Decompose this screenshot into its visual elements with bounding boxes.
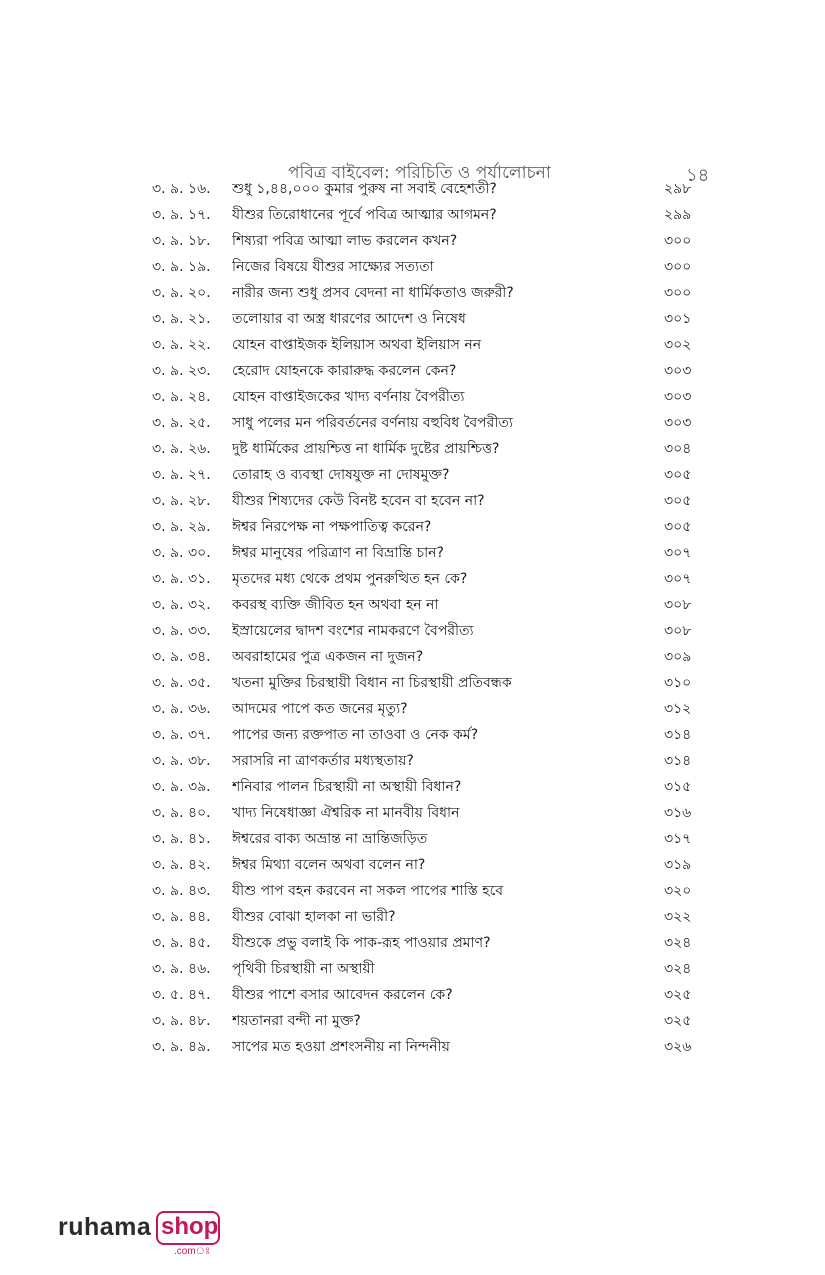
toc-entry-page: ৩০৮ [664,623,692,639]
toc-entry-number: ৩. ৯. ৩০. [152,545,211,561]
toc-entry [152,488,720,514]
toc-entry-number: ৩. ৯. ৩২. [152,597,211,613]
toc-entry-number: ৩. ৯. ৪৫. [152,935,211,951]
toc-entry-page: ২৯৮ [664,181,692,197]
toc-entry-number: ৩. ৯. ৩৫. [152,675,211,691]
toc-entry-title: দুষ্ট ধার্মিকের প্রায়শ্চিত্ত না ধার্মিক দুষ্টের প্রায়শ্চিত্ত? [232,441,500,457]
toc-entry [152,410,720,436]
toc-entry-page: ৩১৫ [664,779,692,795]
toc-entry-number: ৩. ৯. ২২. [152,337,211,353]
toc-entry-title: তলোয়ার বা অস্ত্র ধারণের আদেশ ও নিষেধ [232,311,466,327]
toc-entry-page: ৩১৭ [664,831,692,847]
toc-entry-number: ৩. ৯. ২৫. [152,415,211,431]
toc-entry [152,514,720,540]
logo-shop-text: shop [161,1213,219,1240]
toc-entry [152,1008,720,1034]
toc-entry [152,540,720,566]
toc-entry-title: সাধু পলের মন পরিবর্তনের বর্ণনায় বহুবিধ বৈপরীত্য [232,415,513,431]
toc-entry-page: ৩০৯ [664,649,692,665]
toc-entry-title: যীশুর বোঝা হালকা না ভারী? [232,909,396,925]
toc-entry-number: ৩. ৯. ৪৪. [152,909,211,925]
toc-entry [152,332,720,358]
toc-entry-number: ৩. ৯. ২৩. [152,363,211,379]
header-page-number: ১৪ [686,165,710,186]
toc-entry [152,436,720,462]
toc-entry [152,1034,720,1060]
toc-entry-title: মৃতদের মধ্য থেকে প্রথম পুনরুত্থিত হন কে? [232,571,468,587]
toc-entry-title: সরাসরি না ত্রাণকর্তার মধ্যস্থতায়? [232,753,414,769]
toc-entry-number: ৩. ৯. ৪১. [152,831,211,847]
toc-entry [152,592,720,618]
toc-entry-title: যীশু পাপ বহন করবেন না সকল পাপের শাস্তি হবে [232,883,504,899]
toc-entry-number: ৩. ৫. ৪৭. [152,987,211,1003]
toc-entry-page: ৩১০ [664,675,692,691]
toc-entry [152,852,720,878]
toc-entry-number: ৩. ৯. ১৬. [152,181,211,197]
toc-entry-title: ঈশ্বর মানুষের পরিত্রাণ না বিভ্রান্তি চান? [232,545,444,561]
toc-entry-title: ঈশ্বর নিরপেক্ষ না পক্ষপাতিত্ব করেন? [232,519,432,535]
toc-entry-number: ৩. ৯. ৪৬. [152,961,211,977]
toc-entry [152,748,720,774]
toc-entry-page: ৩০২ [664,337,692,353]
toc-entry [152,800,720,826]
toc-entry [152,280,720,306]
toc-entry-title: ঈশ্বরের বাক্য অভ্রান্ত না ভ্রান্তিজড়িত [232,831,428,847]
toc-entry-page: ৩০৪ [664,441,692,457]
toc-entry-number: ৩. ৯. ২১. [152,311,211,327]
toc-entry [152,904,720,930]
toc-entry-number: ৩. ৯. ২০. [152,285,211,301]
toc-entry [152,956,720,982]
table-of-contents [152,176,720,1060]
toc-entry-page: ৩২৫ [664,1013,692,1029]
toc-entry-number: ৩. ৯. ২৪. [152,389,211,405]
toc-entry-number: ৩. ৯. ২৭. [152,467,211,483]
toc-entry-number: ৩. ৯. ১৭. [152,207,211,223]
toc-entry-title: যীশুকে প্রভু বলাই কি পাক-রূহ পাওয়ার প্রমাণ? [232,935,491,951]
toc-entry-number: ৩. ৯. ৪৩. [152,883,211,899]
toc-entry [152,358,720,384]
toc-entry-page: ৩১৪ [664,753,692,769]
toc-entry [152,696,720,722]
toc-entry-number: ৩. ৯. ১৯. [152,259,211,275]
toc-entry [152,254,720,280]
toc-entry-page: ৩০৫ [664,519,692,535]
toc-entry [152,722,720,748]
logo-domain-text: .comঃ [174,1246,211,1257]
toc-entry-title: শনিবার পালন চিরস্থায়ী না অস্থায়ী বিধান? [232,779,462,795]
toc-entry [152,618,720,644]
toc-entry [152,644,720,670]
toc-entry-title: শিষ্যরা পবিত্র আত্মা লাভ করলেন কখন? [232,233,458,249]
toc-entry-title: পাপের জন্য রক্তপাত না তাওবা ও নেক কর্ম? [232,727,479,743]
toc-entry [152,306,720,332]
toc-entry-page: ৩১২ [664,701,692,717]
toc-entry [152,228,720,254]
toc-entry-title: নারীর জন্য শুধু প্রসব বেদনা না ধার্মিকতাও জরুরী? [232,285,514,301]
toc-entry-number: ৩. ৯. ৩৯. [152,779,211,795]
toc-entry-title: হেরোদ যোহনকে কারারুদ্ধ করলেন কেন? [232,363,457,379]
toc-entry-title: যীশুর শিষ্যদের কেউ বিনষ্ট হবেন বা হবেন না? [232,493,485,509]
toc-entry-number: ৩. ৯. ৪০. [152,805,211,821]
toc-entry-title: শয়তানরা বন্দী না মুক্ত? [232,1013,361,1029]
toc-entry-page: ৩০০ [664,285,692,301]
header-title: পবিত্র বাইবেল: পরিচিতি ও পর্যালোচনা [288,163,551,183]
toc-entry [152,670,720,696]
toc-entry [152,462,720,488]
toc-entry-page: ৩০০ [664,259,692,275]
toc-entry-page: ৩২৪ [664,961,692,977]
toc-entry-title: ঈশ্বর মিথ্যা বলেন অথবা বলেন না? [232,857,426,873]
toc-entry-page: ৩০৭ [664,571,692,587]
toc-entry-number: ৩. ৯. ৪৮. [152,1013,211,1029]
toc-entry-title: যোহন বাপ্তাইজকের খাদ্য বর্ণনায় বৈপরীত্য [232,389,465,405]
toc-entry-number: ৩. ৯. ৪৯. [152,1039,211,1055]
toc-entry-page: ৩০৩ [664,415,692,431]
logo-ruhama-text: ruhama [58,1213,152,1241]
toc-entry-number: ৩. ৯. ২৮. [152,493,211,509]
toc-entry-number: ৩. ৯. ৩৬. [152,701,211,717]
toc-entry-page: ৩০৩ [664,363,692,379]
toc-entry-page: ৩০০ [664,233,692,249]
toc-entry-page: ২৯৯ [664,207,692,223]
toc-entry-page: ৩০৮ [664,597,692,613]
toc-entry-page: ৩২৪ [664,935,692,951]
toc-entry [152,826,720,852]
toc-entry-page: ৩০১ [664,311,692,327]
toc-entry-number: ৩. ৯. ২৯. [152,519,211,535]
toc-entry-number: ৩. ৯. ১৮. [152,233,211,249]
toc-entry-title: খাদ্য নিষেধাজ্ঞা ঐশ্বরিক না মানবীয় বিধান [232,805,460,821]
toc-entry-page: ৩০৫ [664,493,692,509]
toc-entry-page: ৩১৯ [664,857,692,873]
toc-entry [152,774,720,800]
toc-entry [152,202,720,228]
toc-entry-page: ৩২৬ [664,1039,692,1055]
toc-entry-number: ৩. ৯. ৩১. [152,571,211,587]
toc-entry-number: ৩. ৯. ৩৪. [152,649,211,665]
toc-entry-number: ৩. ৯. ২৬. [152,441,211,457]
toc-entry [152,982,720,1008]
toc-entry-page: ৩২২ [664,909,692,925]
toc-entry-title: খতনা মুক্তির চিরস্থায়ী বিধান না চিরস্থায়ী প্রতিবন্ধক [232,675,512,691]
toc-entry-title: ইস্রায়েলের দ্বাদশ বংশের নামকরণে বৈপরীত্য [232,623,474,639]
toc-entry [152,384,720,410]
toc-entry-page: ৩১৪ [664,727,692,743]
toc-entry-page: ৩২৫ [664,987,692,1003]
toc-entry-title: পৃথিবী চিরস্থায়ী না অস্থায়ী [232,961,375,977]
toc-entry-number: ৩. ৯. ৪২. [152,857,211,873]
toc-entry-number: ৩. ৯. ৩৭. [152,727,211,743]
toc-entry-page: ৩০৫ [664,467,692,483]
toc-entry-title: যীশুর তিরোধানের পূর্বে পবিত্র আত্মার আগমন? [232,207,497,223]
toc-entry [152,566,720,592]
toc-entry-page: ৩০৭ [664,545,692,561]
toc-entry-page: ৩২০ [664,883,692,899]
toc-entry-title: অবরাহামের পুত্র একজন না দুজন? [232,649,424,665]
toc-entry-title: তোরাহ ও ব্যবস্থা দোষযুক্ত না দোষমুক্ত? [232,467,450,483]
toc-entry-title: সাপের মত হওয়া প্রশংসনীয় না নিন্দনীয় [232,1039,450,1055]
toc-entry [152,878,720,904]
toc-entry-number: ৩. ৯. ৩৮. [152,753,211,769]
toc-entry [152,930,720,956]
toc-entry-page: ৩১৬ [664,805,692,821]
toc-entry-title: যীশুর পাশে বসার আবেদন করলেন কে? [232,987,453,1003]
toc-entry-title: আদমের পাপে কত জনের মৃত্যু? [232,701,408,717]
ruhama-shop-logo [58,1213,228,1257]
toc-entry-title: শুধু ১,৪৪,০০০ কুমার পুরুষ না সবাই বেহেশতী? [232,181,497,197]
toc-entry-title: নিজের বিষয়ে যীশুর সাক্ষ্যের সত্যতা [232,259,434,275]
toc-entry [152,176,720,202]
toc-entry-title: যোহন বাপ্তাইজক ইলিয়াস অথবা ইলিয়াস নন [232,337,482,353]
toc-entry-number: ৩. ৯. ৩৩. [152,623,211,639]
toc-entry-title: কবরস্থ ব্যক্তি জীবিত হন অথবা হন না [232,597,439,613]
toc-entry-page: ৩০৩ [664,389,692,405]
